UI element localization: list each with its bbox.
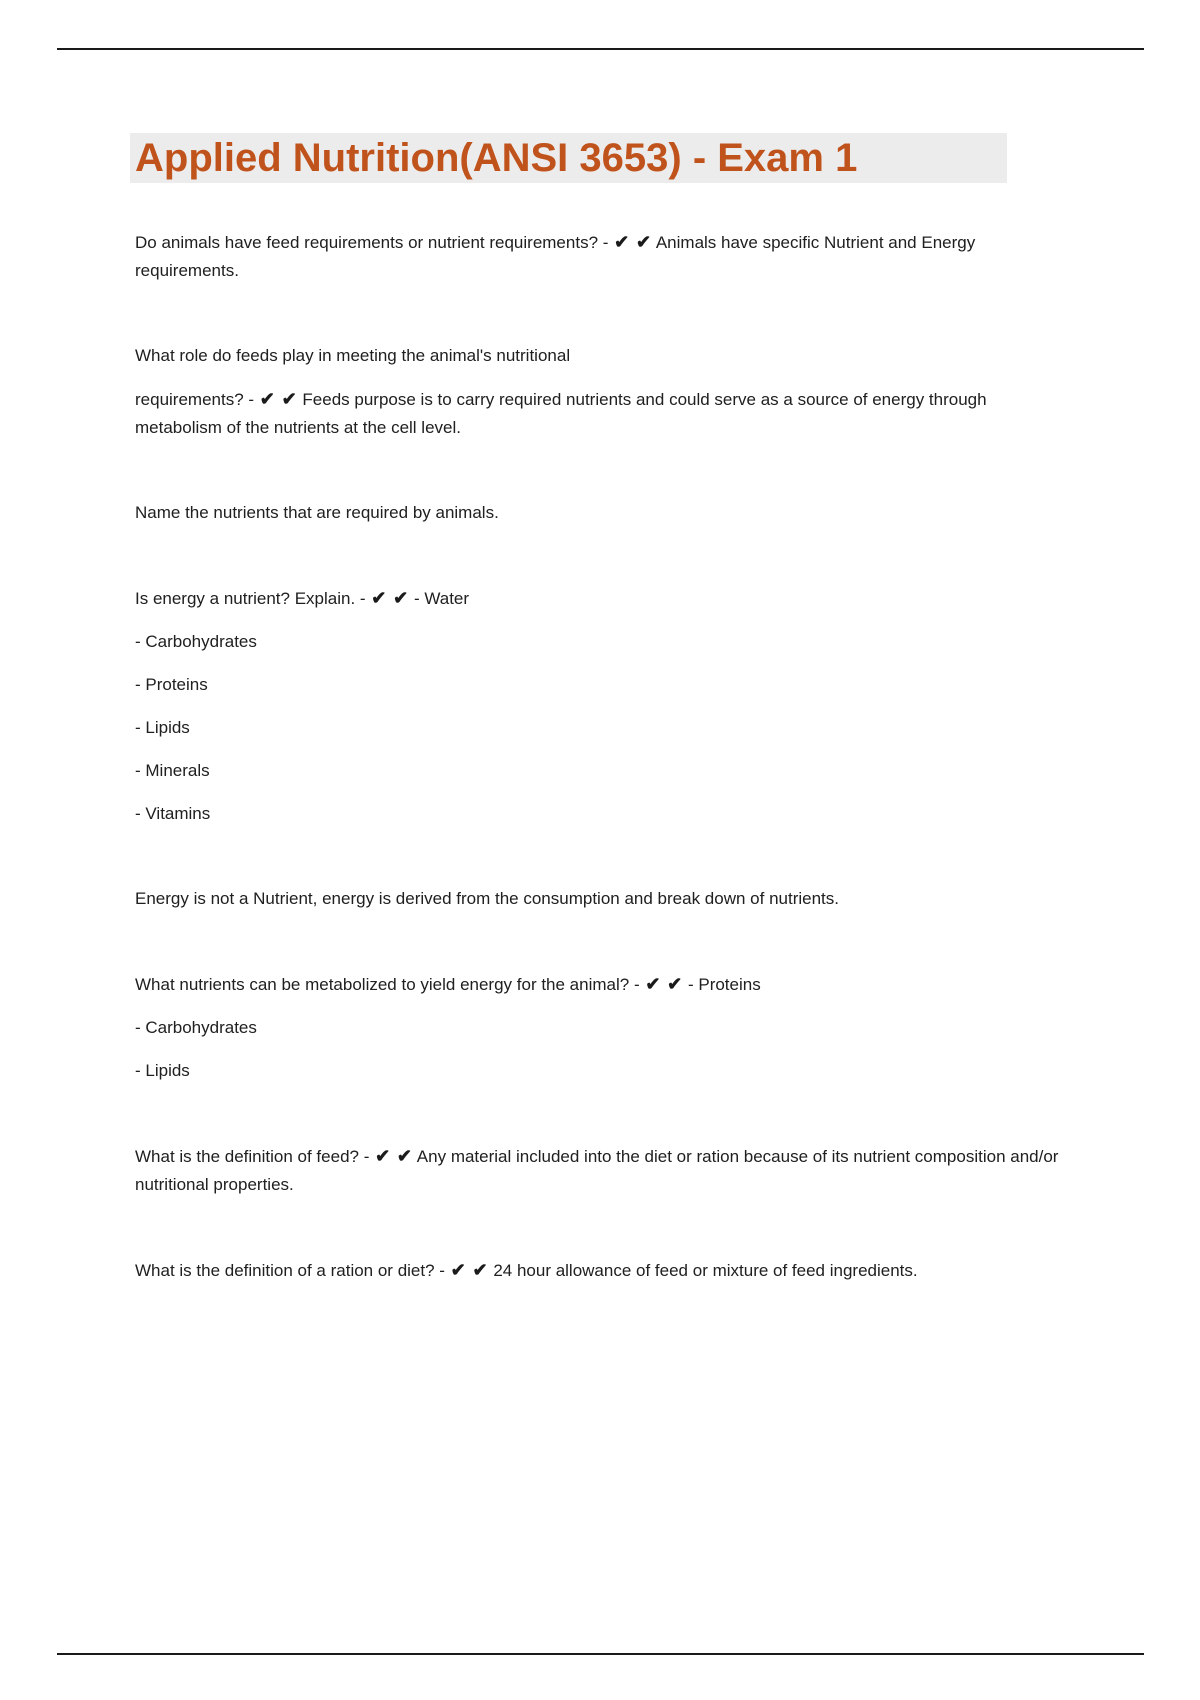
paragraph-line: Energy is not a Nutrient, energy is derived from the consumption and break down of nutrients.: [135, 889, 839, 908]
checkmark-icon: ✔: [450, 1260, 466, 1280]
checkmark-icon: ✔: [393, 588, 409, 608]
qa-block: [135, 970, 1065, 1085]
paragraph-line: - Minerals: [135, 761, 210, 780]
page-title: Applied Nutrition(ANSI 3653) - Exam 1: [135, 135, 858, 180]
checkmark-icon: ✔: [396, 1146, 413, 1166]
qa-block: [135, 499, 1065, 527]
paragraph-line: - Vitamins: [135, 804, 211, 823]
checkmark-icon: ✔: [635, 232, 652, 252]
checkmark-icon: ✔: [614, 232, 630, 252]
checkmark-icon: ✔: [645, 974, 661, 994]
checkmark-icon: ✔: [371, 588, 387, 608]
checkmark-icon: ✔: [259, 389, 275, 409]
paragraph-line: Do animals have feed requirements or nutrient requirements? - ✔ ✔ Animals have specific Nutrient and Energy requirements.: [135, 232, 976, 280]
paragraph-line: What role do feeds play in meeting the animal's nutritional: [135, 346, 571, 365]
paragraph-line: - Carbohydrates: [135, 1018, 257, 1037]
checkmark-icon: ✔: [281, 389, 297, 409]
qa-block: [135, 342, 1065, 442]
qa-block: [135, 1142, 1065, 1199]
paragraph-line: Name the nutrients that are required by animals.: [135, 503, 499, 522]
paragraph-line: Is energy a nutrient? Explain. - ✔ ✔ - Water: [135, 588, 470, 608]
qa-block: [135, 228, 1065, 285]
paragraph-line: - Carbohydrates: [135, 632, 257, 651]
paragraph-line: What is the definition of a ration or diet? - ✔ ✔ 24 hour allowance of feed or mixture of feed ingredients.: [135, 1260, 918, 1280]
paragraph-line: - Proteins: [135, 675, 208, 694]
qa-block: [135, 885, 1065, 913]
paragraph-line: What nutrients can be metabolized to yield energy for the animal? - ✔ ✔ - Proteins: [135, 974, 761, 994]
top-border-rule: [57, 48, 1144, 50]
checkmark-icon: ✔: [667, 974, 683, 994]
qa-block: [135, 1256, 1065, 1285]
qa-block: [135, 584, 1065, 828]
checkmark-icon: ✔: [472, 1260, 488, 1280]
paragraph-line: - Lipids: [135, 1061, 190, 1080]
checkmark-icon: ✔: [375, 1146, 391, 1166]
paragraph-line: requirements? - ✔ ✔ Feeds purpose is to carry required nutrients and could serve as a source of energy through metabolism of the nutrients at the cell level.: [135, 389, 987, 437]
title-highlight: [130, 133, 1007, 183]
paragraph-line: What is the definition of feed? - ✔ ✔ Any material included into the diet or ration because of its nutrient composition and/or nutritional properties.: [135, 1146, 1059, 1194]
paragraph-line: - Lipids: [135, 718, 190, 737]
content-blocks: [135, 228, 1065, 1342]
bottom-border-rule: [57, 1653, 1144, 1655]
